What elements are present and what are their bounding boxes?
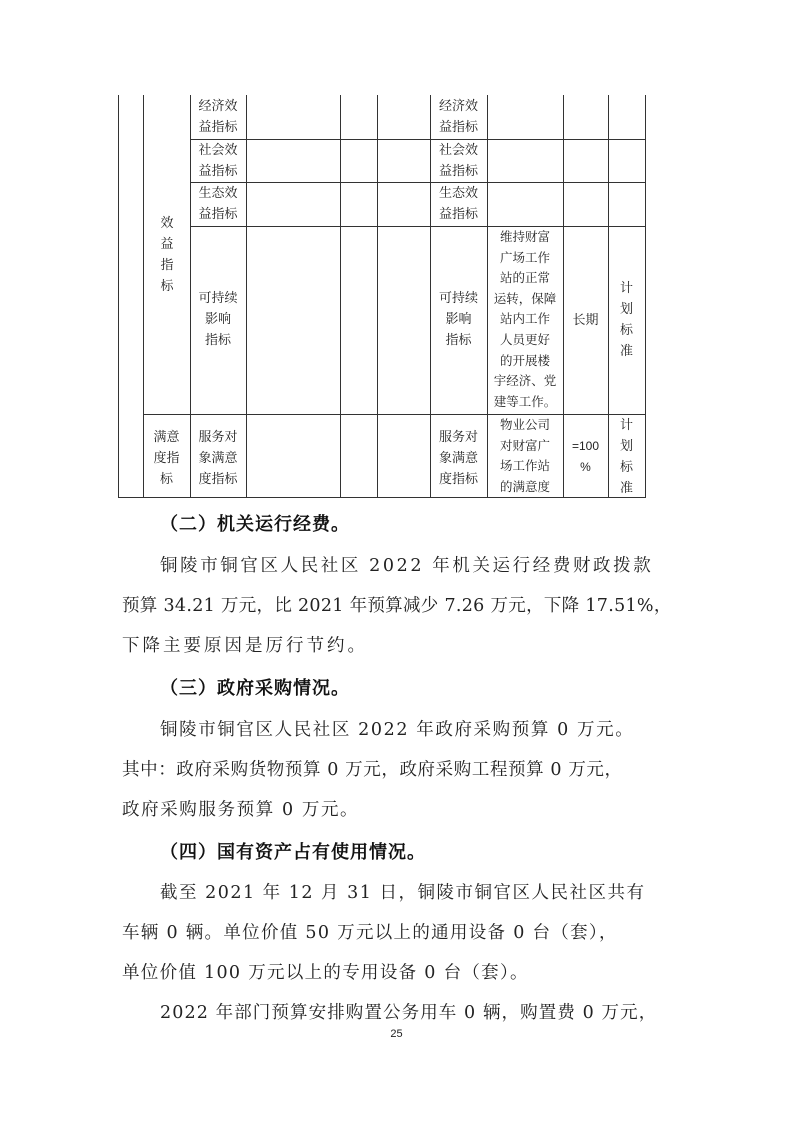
paragraph-line: 预算 34.21 万元，比 2021 年预算减少 7.26 万元，下降 17.51%， <box>122 596 672 616</box>
service-satisfaction-basis <box>608 415 645 499</box>
cell-line: 影响 <box>445 312 472 327</box>
section-heading: （四）国有资产占有使用情况。 <box>160 842 426 863</box>
cell-line: 服务对 <box>198 430 238 445</box>
cell-line: 度指 <box>153 451 180 466</box>
service-satisfaction-name-2 <box>430 427 487 490</box>
cell-line: 长期 <box>572 313 599 328</box>
paragraph-line: 铜陵市铜官区人民社区 2022 年机关运行经费财政拨款 <box>160 556 654 576</box>
group-label-char: 指 <box>160 258 174 273</box>
sustainable-indicator-name <box>190 288 246 351</box>
cell-line: 度指标 <box>198 472 238 487</box>
group-label-char: 效 <box>160 216 174 231</box>
cell-line: 经济效 <box>198 99 238 114</box>
cell-line: 标 <box>159 472 173 487</box>
cell-line: 益指标 <box>198 164 238 179</box>
cell-line: =100 <box>571 439 600 453</box>
cell-line: 可持续 <box>438 291 478 306</box>
service-satisfaction-value <box>563 436 608 478</box>
satisfaction-group-label <box>143 427 190 490</box>
paragraph-line: 铜陵市铜官区人民社区 2022 年政府采购预算 0 万元。 <box>160 720 635 740</box>
ecological-indicator-name <box>190 183 246 225</box>
paragraph-line: 2022 年部门预算安排购置公务用车 0 辆，购置费 0 万元， <box>160 1003 658 1023</box>
table-border-bottom <box>118 497 646 498</box>
paragraph-line: 其中：政府采购货物预算 0 万元，政府采购工程预算 0 万元， <box>122 760 623 780</box>
cell-line: 指标 <box>204 333 231 348</box>
paragraph-line: 单位价值 100 万元以上的专用设备 0 台（套）。 <box>122 963 529 983</box>
group-label-char: 标 <box>160 279 174 294</box>
service-satisfaction-name <box>190 427 246 490</box>
sustainable-indicator-name-2 <box>430 288 487 351</box>
cell-line: 象满意 <box>438 451 478 466</box>
cell-line: 标 <box>619 460 633 475</box>
cell-line: 服务对 <box>438 430 478 445</box>
table-row-line <box>190 139 646 140</box>
economic-indicator-name <box>190 96 246 138</box>
cell-line: 指标 <box>445 333 472 348</box>
cell-line: 站内工作 <box>499 311 550 327</box>
cell-line: % <box>580 460 591 474</box>
cell-line: 计 <box>619 418 633 433</box>
cell-line: 益指标 <box>438 120 478 135</box>
section-heading: （二）机关运行经费。 <box>160 514 350 535</box>
table-col-line <box>377 95 378 498</box>
cell-line: 物业公司 <box>499 417 550 432</box>
paragraph-line: 车辆 0 辆。单位价值 50 万元以上的通用设备 0 台（套）， <box>122 923 618 943</box>
cell-line: 人员更好 <box>499 331 550 347</box>
paragraph-line: 下降主要原因是厉行节约。 <box>122 636 368 656</box>
cell-line: 经济效 <box>438 99 478 114</box>
benefit-indicator-group-label <box>157 213 177 297</box>
cell-line: 满意 <box>153 430 180 445</box>
cell-line: 维持财富 <box>499 229 550 244</box>
cell-line: 度指标 <box>438 472 478 487</box>
cell-line: 场工作站 <box>499 458 550 473</box>
cell-line: 划 <box>619 302 633 317</box>
performance-indicator-table <box>118 95 646 498</box>
economic-indicator-name-2 <box>430 96 487 138</box>
table-col-line <box>246 95 247 498</box>
cell-line: 运转，保障 <box>493 290 557 306</box>
cell-line: 可持续 <box>198 291 238 306</box>
page-number: 25 <box>390 1028 403 1040</box>
table-row-line <box>190 182 646 183</box>
cell-line: 准 <box>619 344 633 359</box>
cell-line: 社会效 <box>198 143 238 158</box>
cell-line: 生态效 <box>438 186 478 201</box>
cell-line: 生态效 <box>198 186 238 201</box>
cell-line: 的满意度 <box>499 478 550 494</box>
paragraph-line: 政府采购服务预算 0 万元。 <box>122 800 360 820</box>
cell-line: 对财富广 <box>499 437 550 453</box>
group-label-char: 益 <box>160 237 174 252</box>
sustainable-indicator-basis <box>608 278 645 362</box>
cell-line: 广场工作 <box>499 249 550 265</box>
cell-line: 站的正常 <box>499 270 550 286</box>
cell-line: 的开展楼 <box>499 352 550 368</box>
sustainable-indicator-content <box>487 227 563 412</box>
cell-line: 益指标 <box>198 207 238 222</box>
table-row-line <box>143 414 646 415</box>
cell-line: 益指标 <box>198 120 238 135</box>
cell-line: 标 <box>619 323 633 338</box>
cell-line: 影响 <box>204 312 231 327</box>
cell-line: 建等工作。 <box>493 393 557 409</box>
section-heading: （三）政府采购情况。 <box>160 678 350 699</box>
social-indicator-name <box>190 140 246 182</box>
social-indicator-name-2 <box>430 140 487 182</box>
cell-line: 划 <box>619 439 633 454</box>
sustainable-indicator-period <box>563 310 608 331</box>
table-row-line <box>190 226 646 227</box>
cell-line: 益指标 <box>438 207 478 222</box>
table-border-right <box>645 95 646 498</box>
cell-line: 宇经济、党 <box>493 373 557 389</box>
cell-line: 社会效 <box>438 143 478 158</box>
cell-line: 象满意 <box>198 451 238 466</box>
cell-line: 益指标 <box>438 164 478 179</box>
table-border-left <box>118 95 119 498</box>
paragraph-line: 截至 2021 年 12 月 31 日，铜陵市铜官区人民社区共有 <box>160 883 646 903</box>
ecological-indicator-name-2 <box>430 183 487 225</box>
cell-line: 计 <box>619 281 633 296</box>
table-col-line <box>340 95 341 498</box>
service-satisfaction-content <box>487 415 563 497</box>
cell-line: 准 <box>619 481 633 496</box>
